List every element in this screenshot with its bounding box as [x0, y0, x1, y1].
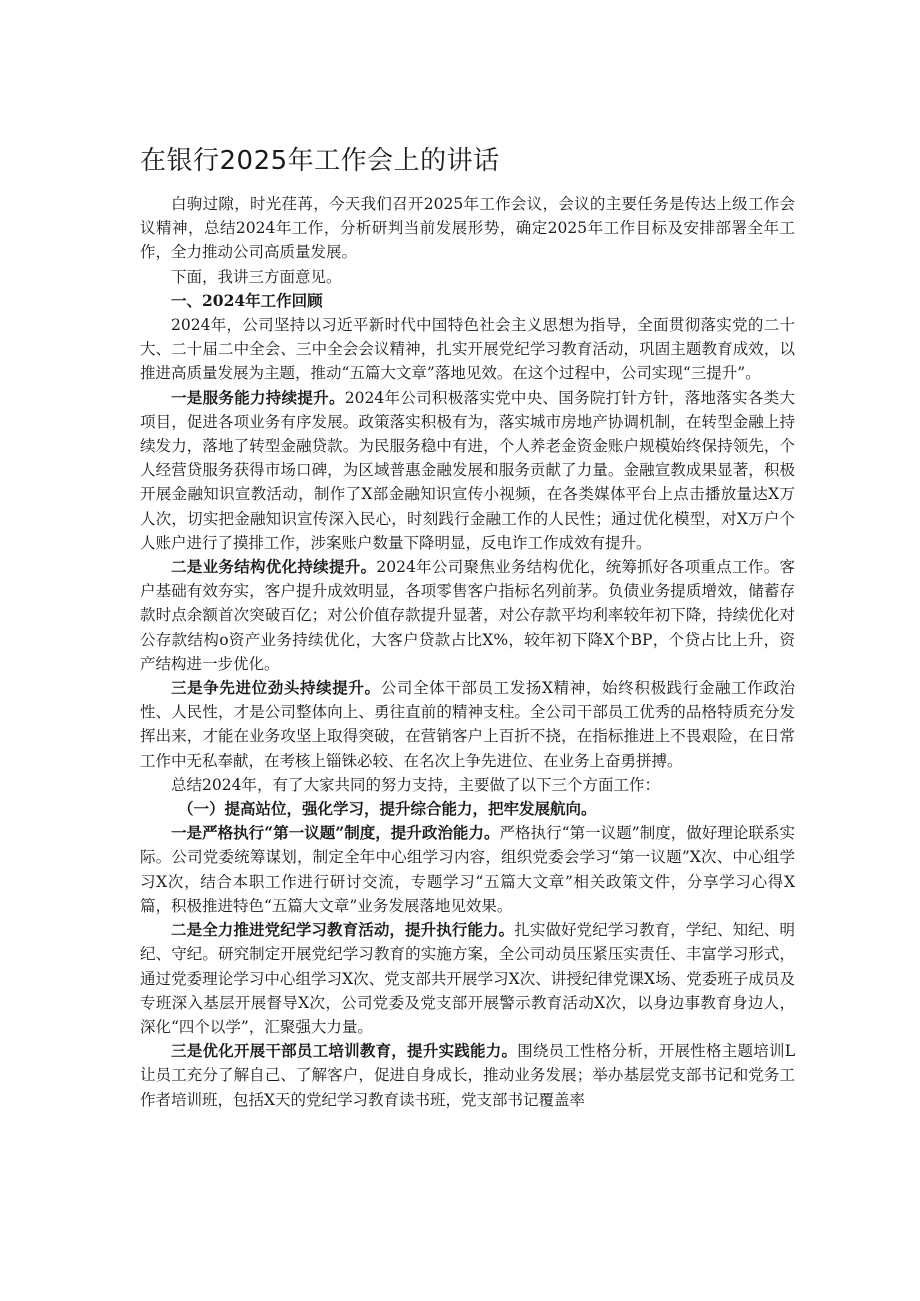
- subsection-heading: （一）提高站位，强化学习，提升综合能力，把牢发展航向。: [178, 799, 597, 819]
- paragraph-training: [140, 1039, 795, 1112]
- paragraph-lead: 三是优化开展干部员工培训教育，提升实践能力。: [171, 1041, 518, 1061]
- paragraph-body: 扎实做好党纪学习教育，学纪、知纪、明纪、守纪。研究制定开展党纪学习教育的实施方案，全公司动员压紧压实责任、丰富学习形式，通过党委理论学习中心组学习X次、党支部共开展学习X次、讲授纪律党课X场、党委班子成员及专班深入基层开展督导X次，公司党委及党支部开展警示教育活动X次，以身边事教育身边人，深化“四个以学”，汇聚强大力量。: [140, 921, 795, 1036]
- paragraph-lead: 三是争先进位劲头持续提升。: [171, 678, 381, 698]
- paragraph-body: 围绕员工性格分析，开展性格主题培训L让员工充分了解自己、了解客户，促进自身成长，推动业务发展；举办基层党支部书记和党务工作者培训班，包括X天的党纪学习教育读书班，党支部书记覆盖率: [140, 1042, 795, 1109]
- paragraph-lead: 一是服务能力持续提升。: [171, 387, 345, 407]
- paragraph-business-structure: [140, 555, 795, 676]
- paragraph-body: 2024年公司积极落实党中央、国务院打针方针，落地落实各类大项目，促进各项业务有序发展。政策落实积极有为，落实城市房地产协调机制，在转型金融上持续发力，落地了转型金融贷款。为民服务稳中有进，个人养老金资金账户规模始终保持领先，个人经营贷服务获得市场口碑，为区域普惠金融发展和服务贡献了力量。金融宣教成果显著，积极开展金融知识宣教活动，制作了X部金融知识宣传小视频，在各类媒体平台上点击播放量达X万人次，切实把金融知识宣传深入民心，时刻践行金融工作的人民性；通过优化模型，对X万户个人账户进行了摸排工作，涉案账户数量下降明显，反电诈工作成效有提升。: [140, 388, 795, 552]
- paragraph-body: 严格执行“第一议题”制度，做好理论联系实际。公司党委统筹谋划，制定全年中心组学习内容，组织党委会学习“第一议题”X次、中心组学习X次，结合本职工作进行研讨交流，专题学习“五篇大文章”相关政策文件，分享学习心得X篇，积极推进特色“五篇大文章”业务发展落地见效果。: [140, 824, 795, 915]
- paragraph-lead: 一是严格执行“第一议题”制度，提升政治能力。: [171, 823, 500, 843]
- paragraph-discipline-education: [140, 918, 795, 1039]
- paragraph-body: 2024年公司聚焦业务结构优化，统筹抓好各项重点工作。客户基础有效夯实，客户提升成效明显，各项零售客户指标名列前茅。负债业务提质增效，储蓄存款时点余额首次突破百亿；对公价值存款提升显著，对公存款平均利率较年初下降，持续优化对公存款结构o资产业务持续优化，大客户贷款占比X%，较年初下降X个BP，个贷占比上升，资产结构进一步优化。: [140, 558, 795, 673]
- paragraph-first-topic: [140, 821, 795, 918]
- paragraph-advancement: [140, 676, 795, 773]
- paragraph-body: 公司全体干部员工发扬X精神，始终积极践行金融工作政治性、人民性，才是公司整体向上、勇往直前的精神支柱。全公司干部员工优秀的品格特质充分发挥出来，才能在业务攻坚上取得突破，在营销客户上百折不挠，在指标推进上不畏艰险，在日常工作中无私奉献，在考核上锱铢必较、在名次上争先进位、在业务上奋勇拼搏。: [140, 679, 795, 770]
- paragraph-lead: 二是业务结构优化持续提升。: [171, 557, 377, 577]
- paragraph-summary: 总结2024年，有了大家共同的努力支持，主要做了以下三个方面工作：: [171, 775, 660, 794]
- paragraph-service-capability: [140, 386, 795, 555]
- intro-paragraph: 白驹过隙，时光荏苒，今天我们召开2025年工作会议，会议的主要任务是传达上级工作会议精神，总结2024年工作，分析研判当前发展形势，确定2025年工作目标及安排部署全年工作，全力推动公司高质量发展。: [140, 195, 795, 262]
- document-title: 在银行2025年工作会上的讲话: [140, 146, 500, 176]
- paragraph-lead: 二是全力推进党纪学习教育活动，提升执行能力。: [171, 920, 515, 940]
- document-body: [140, 192, 795, 1112]
- paragraph: 2024年，公司坚持以习近平新时代中国特色社会主义思想为指导，全面贯彻落实党的二十大、二十届二中全会、三中全会会议精神，扎实开展党纪学习教育活动，巩固主题教育成效，以推进高质量发展为主题，推动“五篇大文章”落地见效。在这个过程中，公司实现“三提升”。: [140, 316, 795, 383]
- section-heading: 一、2024年工作回顾: [171, 290, 323, 310]
- intro-paragraph-2: 下面，我讲三方面意见。: [171, 267, 342, 286]
